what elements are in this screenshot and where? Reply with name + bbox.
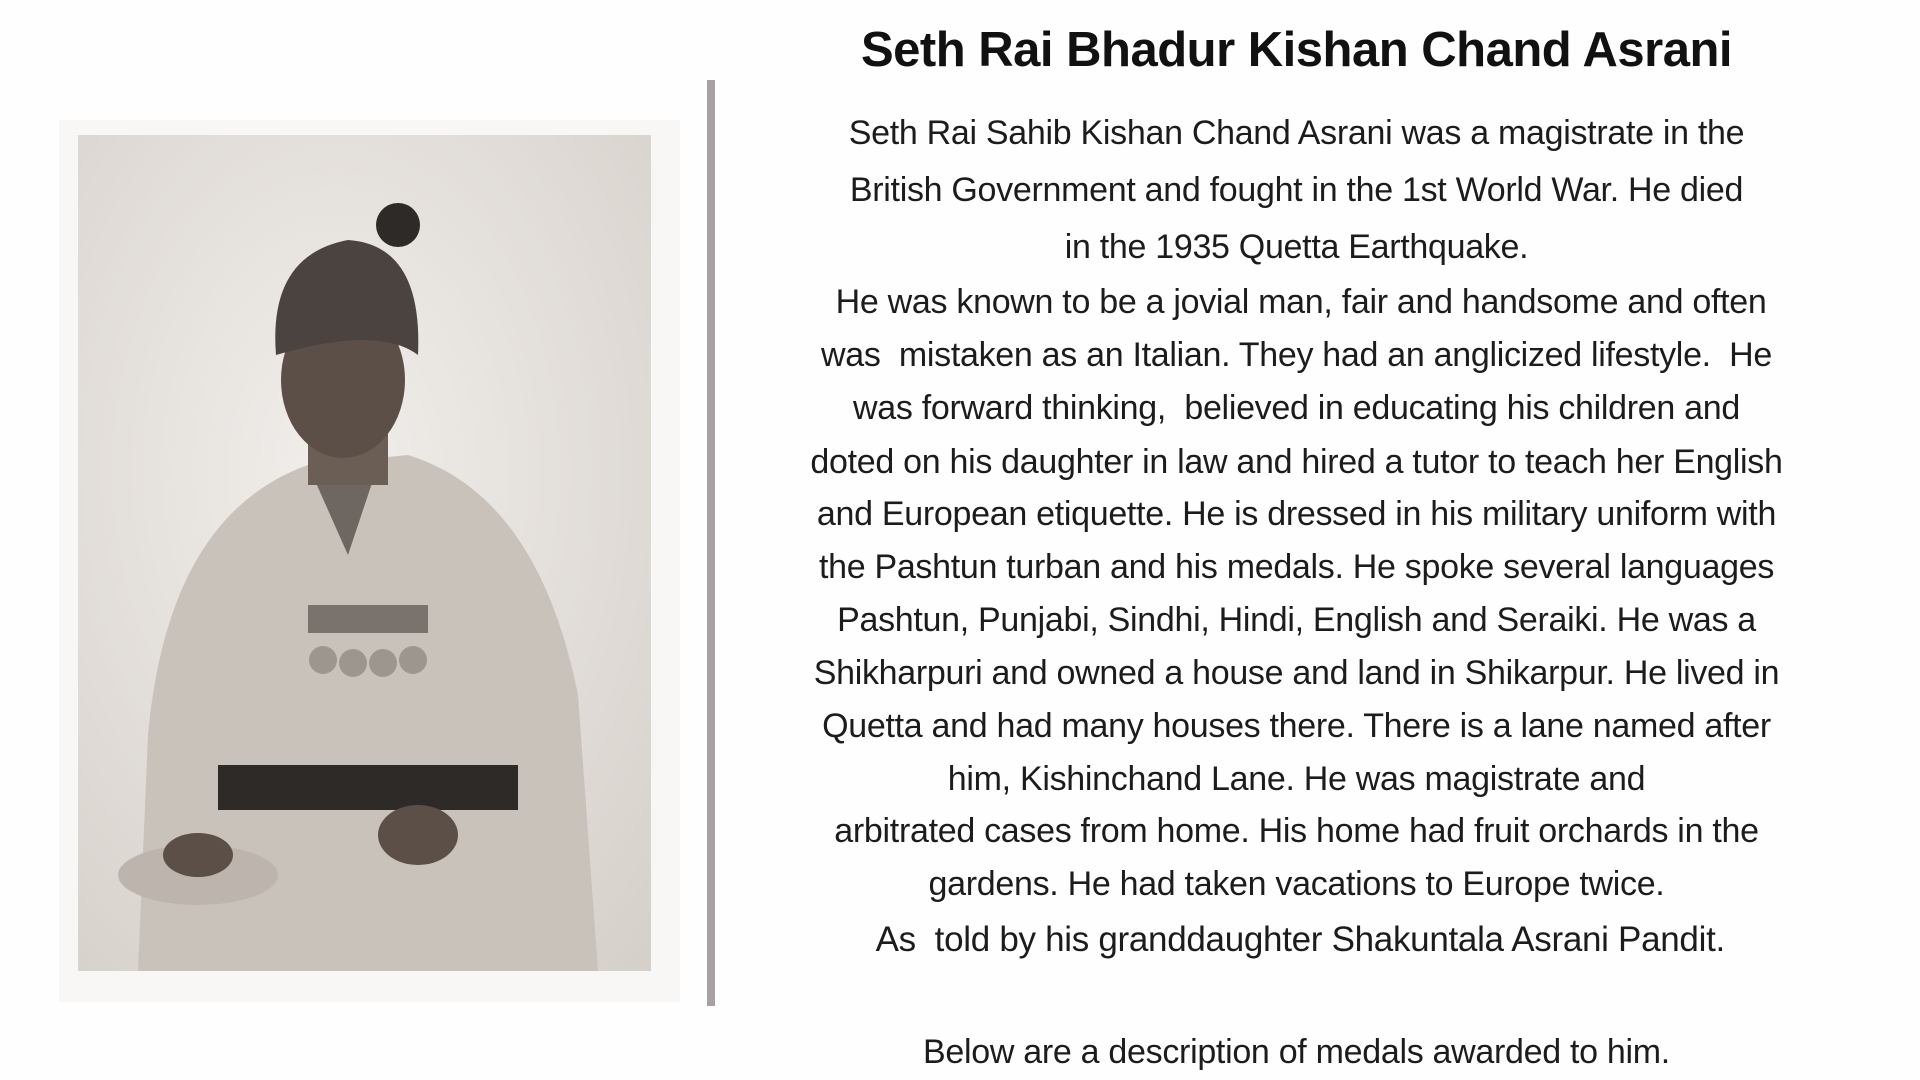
vertical-divider xyxy=(707,80,715,1006)
biography-line: gardens. He had taken vacations to Europe twice. xyxy=(928,865,1665,903)
biography-line: the Pashtun turban and his medals. He spoke several languages xyxy=(818,548,1775,586)
medals-intro: Below are a description of medals awarded to him. xyxy=(923,1033,1670,1071)
page-title: Seth Rai Bhadur Kishan Chand Asrani xyxy=(861,23,1732,77)
biography-line: and European etiquette. He is dressed in his military uniform with xyxy=(816,495,1777,533)
biography-line: Pashtun, Punjabi, Sindhi, Hindi, English and Seraiki. He was a xyxy=(837,601,1756,639)
biography-line: arbitrated cases from home. His home had fruit orchards in the xyxy=(834,812,1759,850)
biography-line: Quetta and had many houses there. There is a lane named after xyxy=(822,707,1771,745)
biography-line: him, Kishinchand Lane. He was magistrate and xyxy=(947,760,1646,798)
attribution-line: As told by his granddaughter Shakuntala Asrani Pandit. xyxy=(868,920,1725,959)
biography-line: was forward thinking, believed in educating his children and xyxy=(852,389,1741,427)
biography-line: Shikharpuri and owned a house and land in Shikarpur. He lived in xyxy=(813,654,1780,692)
biography-line: in the 1935 Quetta Earthquake. xyxy=(1064,228,1529,266)
biography-line: doted on his daughter in law and hired a tutor to teach her English xyxy=(810,443,1783,481)
biography-line: British Government and fought in the 1st World War. He died xyxy=(849,171,1744,209)
portrait-photo xyxy=(78,135,651,971)
biography-line: Seth Rai Sahib Kishan Chand Asrani was a magistrate in the xyxy=(848,114,1745,152)
biography-line: He was known to be a jovial man, fair and handsome and often xyxy=(826,283,1767,321)
portrait-illustration xyxy=(78,135,651,971)
biography-line: was mistaken as an Italian. They had an anglicized lifestyle. He xyxy=(821,336,1772,374)
